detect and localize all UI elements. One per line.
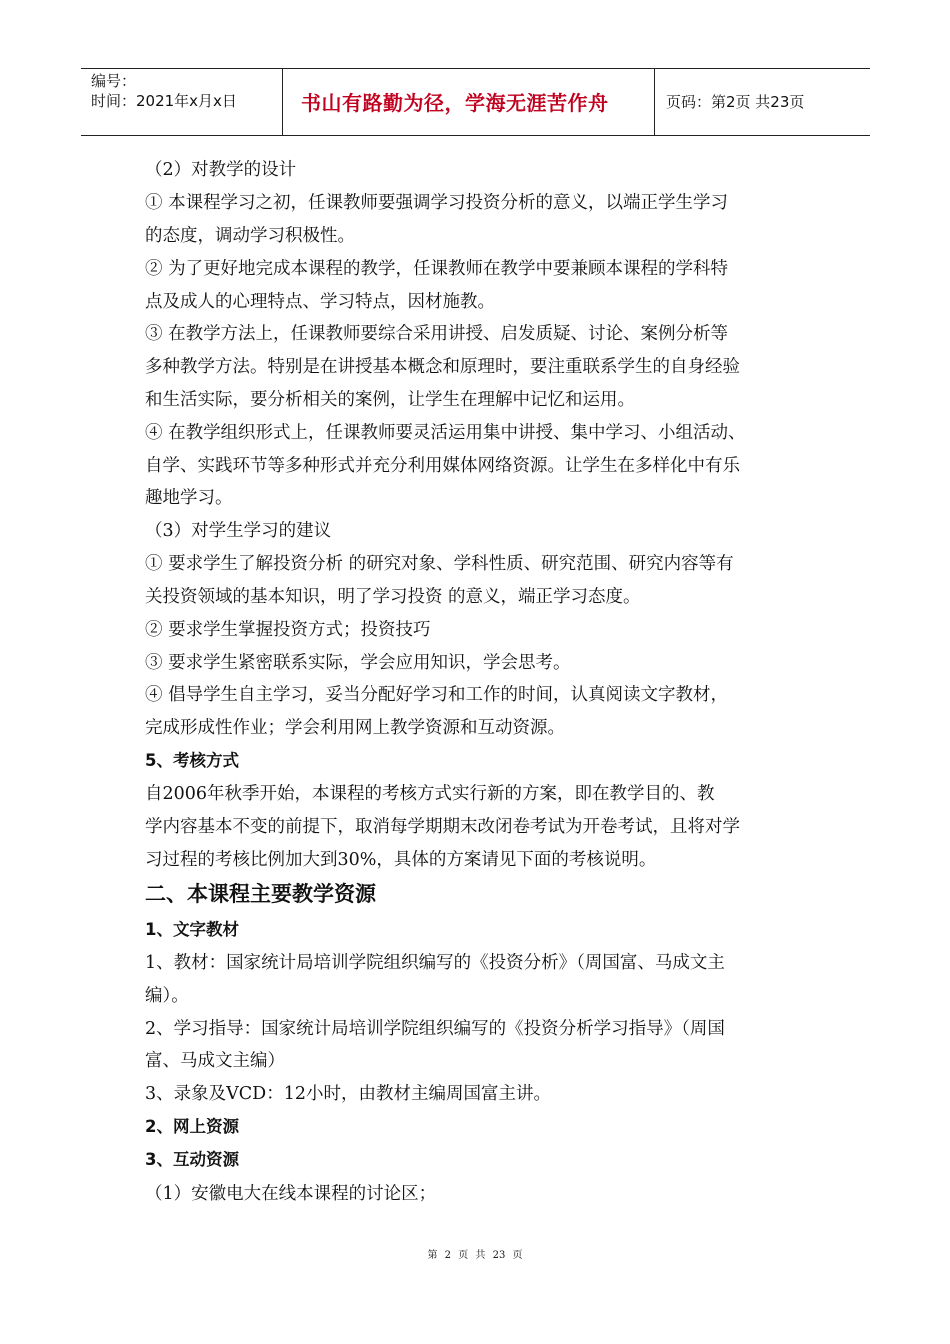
page-header [81,68,870,136]
header-bottom-rule [81,135,870,136]
body-line: 编）。 [145,986,189,1006]
body-line: ② 为了更好地完成本课程的教学，任课教师在教学中要兼顾本课程的学科特 [145,259,729,279]
body-line: ① 要求学生了解投资分析 的研究对象、学科性质、研究范围、研究内容等有 [145,554,734,574]
body-line: 自2006年秋季开始，本课程的考核方式实行新的方案，即在教学目的、教 [145,784,715,804]
body-line: （1）安徽电大在线本课程的讨论区； [145,1184,437,1204]
body-line: 完成形成性作业；学会利用网上教学资源和互动资源。 [145,718,565,738]
body-line: 点及成人的心理特点、学习特点，因材施教。 [145,292,495,312]
body-line: 的态度，调动学习积极性。 [145,226,355,246]
number-label: 编号： [91,72,137,90]
body-line: （3）对学生学习的建议 [145,521,332,541]
section-heading: 1、文字教材 [145,920,239,939]
body-line: ③ 要求学生紧密联系实际，学会应用知识，学会思考。 [145,653,571,673]
section-heading: 2、网上资源 [145,1117,239,1136]
body-line: ④ 在教学组织形式上，任课教师要灵活运用集中讲授、集中学习、小组活动、 [145,423,746,443]
body-line: 学内容基本不变的前提下，取消每学期期末改闭卷考试为开卷考试，且将对学 [145,817,740,837]
body-line: ① 本课程学习之初，任课教师要强调学习投资分析的意义，以端正学生学习 [145,193,729,213]
body-line: ③ 在教学方法上，任课教师要综合采用讲授、启发质疑、讨论、案例分析等 [145,324,729,344]
body-line: ④ 倡导学生自主学习，妥当分配好学习和工作的时间，认真阅读文字教材， [145,685,729,705]
body-line: ② 要求学生掌握投资方式；投资技巧 [145,620,431,640]
header-page-info: 页码：第2页 共23页 [666,93,805,111]
header-divider [282,68,283,136]
body-line: （2）对教学的设计 [145,160,297,180]
body-line: 富、马成文主编） [145,1051,285,1071]
header-top-rule [81,68,870,69]
body-line: 关投资领域的基本知识，明了学习投资 的意义，端正学习态度。 [145,587,641,607]
body-line: 和生活实际，要分析相关的案例，让学生在理解中记忆和运用。 [145,390,635,410]
body-line: 多种教学方法。特别是在讲授基本概念和原理时，要注重联系学生的自身经验 [145,357,740,377]
section-heading: 5、考核方式 [145,751,239,770]
body-line: 2、学习指导：国家统计局培训学院组织编写的《投资分析学习指导》（周国 [145,1019,725,1039]
header-motto: 书山有路勤为径，学海无涯苦作舟 [301,91,609,115]
header-divider [654,68,655,136]
body-line: 自学、实践环节等多种形式并充分利用媒体网络资源。让学生在多样化中有乐 [145,456,740,476]
date-label: 时间：2021年x月x日 [91,92,237,110]
header-meta [91,71,237,111]
chapter-heading: 二、本课程主要教学资源 [145,882,376,906]
body-line: 趣地学习。 [145,488,233,508]
section-heading: 3、互动资源 [145,1150,239,1169]
body-line: 习过程的考核比例加大到30%，具体的方案请见下面的考核说明。 [145,850,657,870]
body-line: 3、录象及VCD：12小时，由教材主编周国富主讲。 [145,1084,551,1104]
page-footer: 第 2 页 共 23 页 [427,1250,523,1261]
body-line: 1、教材：国家统计局培训学院组织编写的《投资分析》（周国富、马成文主 [145,953,725,973]
